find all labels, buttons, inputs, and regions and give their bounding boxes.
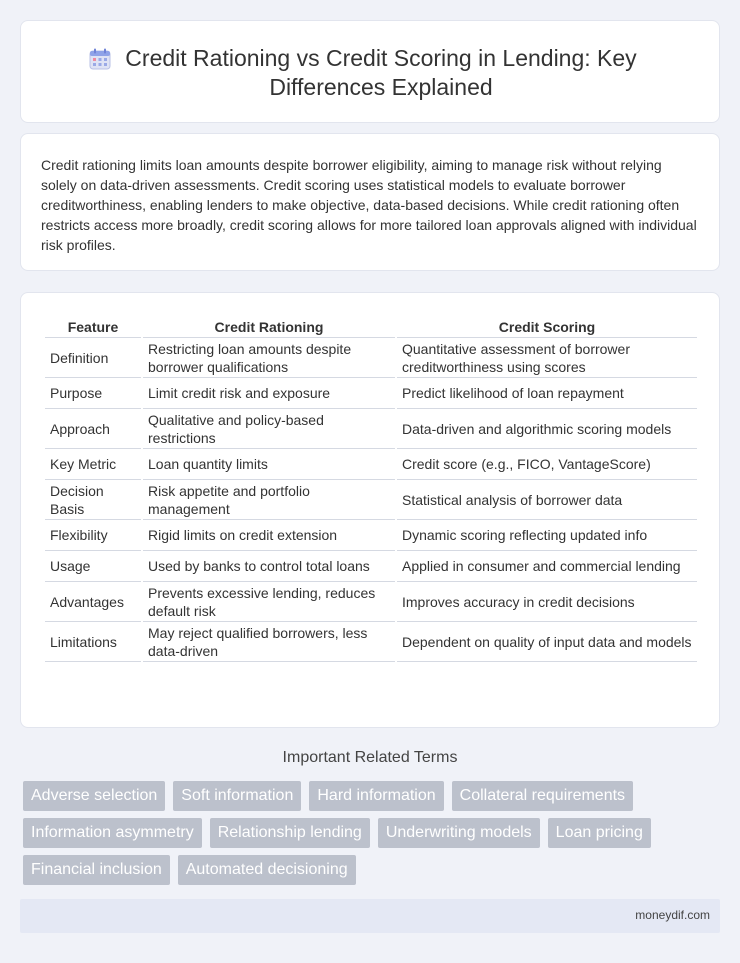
row-credit-scoring: Data-driven and algorithmic scoring models bbox=[397, 409, 697, 449]
tag-row bbox=[23, 855, 723, 885]
row-feature: Flexibility bbox=[45, 520, 141, 551]
tag-information-asymmetry[interactable]: Information asymmetry bbox=[23, 818, 202, 848]
comparison-table-card bbox=[20, 292, 720, 728]
intro-paragraph: Credit rationing limits loan amounts despite borrower eligibility, aiming to manage risk without relying solely on data-driven assessments. Credit scoring uses statistical models to evaluate borrower creditworthiness, enabling lenders to make objective, data-based decisions. While credit rationing often restricts access more broadly, credit scoring allows for more tailored loan approvals aligned with individual risk profiles. bbox=[41, 157, 697, 253]
row-feature: Definition bbox=[45, 338, 141, 378]
row-feature: Decision Basis bbox=[45, 480, 141, 520]
tag-financial-inclusion[interactable]: Financial inclusion bbox=[23, 855, 170, 885]
row-credit-rationing: Rigid limits on credit extension bbox=[143, 520, 395, 551]
row-credit-rationing: Loan quantity limits bbox=[143, 449, 395, 480]
header-feature: Feature bbox=[45, 315, 141, 338]
row-credit-rationing: Limit credit risk and exposure bbox=[143, 378, 395, 409]
tag-row bbox=[23, 781, 723, 811]
tag-loan-pricing[interactable]: Loan pricing bbox=[548, 818, 651, 848]
related-terms-tags bbox=[23, 781, 723, 892]
row-credit-scoring: Dynamic scoring reflecting updated info bbox=[397, 520, 697, 551]
table-row bbox=[45, 551, 697, 582]
row-credit-rationing: Restricting loan amounts despite borrower qualifications bbox=[143, 338, 395, 378]
header-credit-scoring: Credit Scoring bbox=[397, 315, 697, 338]
table-row bbox=[45, 338, 697, 378]
table-row bbox=[45, 520, 697, 551]
table-row bbox=[45, 378, 697, 409]
tag-collateral-requirements[interactable]: Collateral requirements bbox=[452, 781, 633, 811]
tag-soft-information[interactable]: Soft information bbox=[173, 781, 301, 811]
row-credit-scoring: Improves accuracy in credit decisions bbox=[397, 582, 697, 622]
row-feature: Purpose bbox=[45, 378, 141, 409]
tag-hard-information[interactable]: Hard information bbox=[309, 781, 443, 811]
table-row bbox=[45, 409, 697, 449]
row-credit-scoring: Dependent on quality of input data and models bbox=[397, 622, 697, 662]
intro-card bbox=[20, 133, 720, 271]
tag-adverse-selection[interactable]: Adverse selection bbox=[23, 781, 165, 811]
row-credit-scoring: Applied in consumer and commercial lending bbox=[397, 551, 697, 582]
row-credit-rationing: Risk appetite and portfolio management bbox=[143, 480, 395, 520]
row-credit-scoring: Credit score (e.g., FICO, VantageScore) bbox=[397, 449, 697, 480]
table-row bbox=[45, 622, 697, 662]
related-terms-title: Important Related Terms bbox=[282, 749, 458, 766]
row-credit-scoring: Quantitative assessment of borrower creditworthiness using scores bbox=[397, 338, 697, 378]
title-card bbox=[20, 20, 720, 123]
table-row bbox=[45, 449, 697, 480]
row-feature: Limitations bbox=[45, 622, 141, 662]
tag-automated-decisioning[interactable]: Automated decisioning bbox=[178, 855, 356, 885]
table-header-row bbox=[45, 315, 697, 338]
tag-underwriting-models[interactable]: Underwriting models bbox=[378, 818, 540, 848]
footer bbox=[20, 899, 720, 933]
row-feature: Advantages bbox=[45, 582, 141, 622]
row-credit-rationing: Qualitative and policy-based restrictions bbox=[143, 409, 395, 449]
row-credit-scoring: Predict likelihood of loan repayment bbox=[397, 378, 697, 409]
comparison-table bbox=[43, 315, 699, 662]
tag-relationship-lending[interactable]: Relationship lending bbox=[210, 818, 370, 848]
row-credit-rationing: Used by banks to control total loans bbox=[143, 551, 395, 582]
footer-site-link[interactable]: moneydif.com bbox=[635, 908, 710, 922]
row-credit-scoring: Statistical analysis of borrower data bbox=[397, 480, 697, 520]
row-credit-rationing: May reject qualified borrowers, less data-driven bbox=[143, 622, 395, 662]
tag-row bbox=[23, 818, 723, 848]
row-credit-rationing: Prevents excessive lending, reduces default risk bbox=[143, 582, 395, 622]
row-feature: Key Metric bbox=[45, 449, 141, 480]
page-title: Credit Rationing vs Credit Scoring in Lending: Key Differences Explained bbox=[125, 45, 637, 100]
header-credit-rationing: Credit Rationing bbox=[143, 315, 395, 338]
row-feature: Usage bbox=[45, 551, 141, 582]
table-row bbox=[45, 582, 697, 622]
table-row bbox=[45, 480, 697, 520]
row-feature: Approach bbox=[45, 409, 141, 449]
